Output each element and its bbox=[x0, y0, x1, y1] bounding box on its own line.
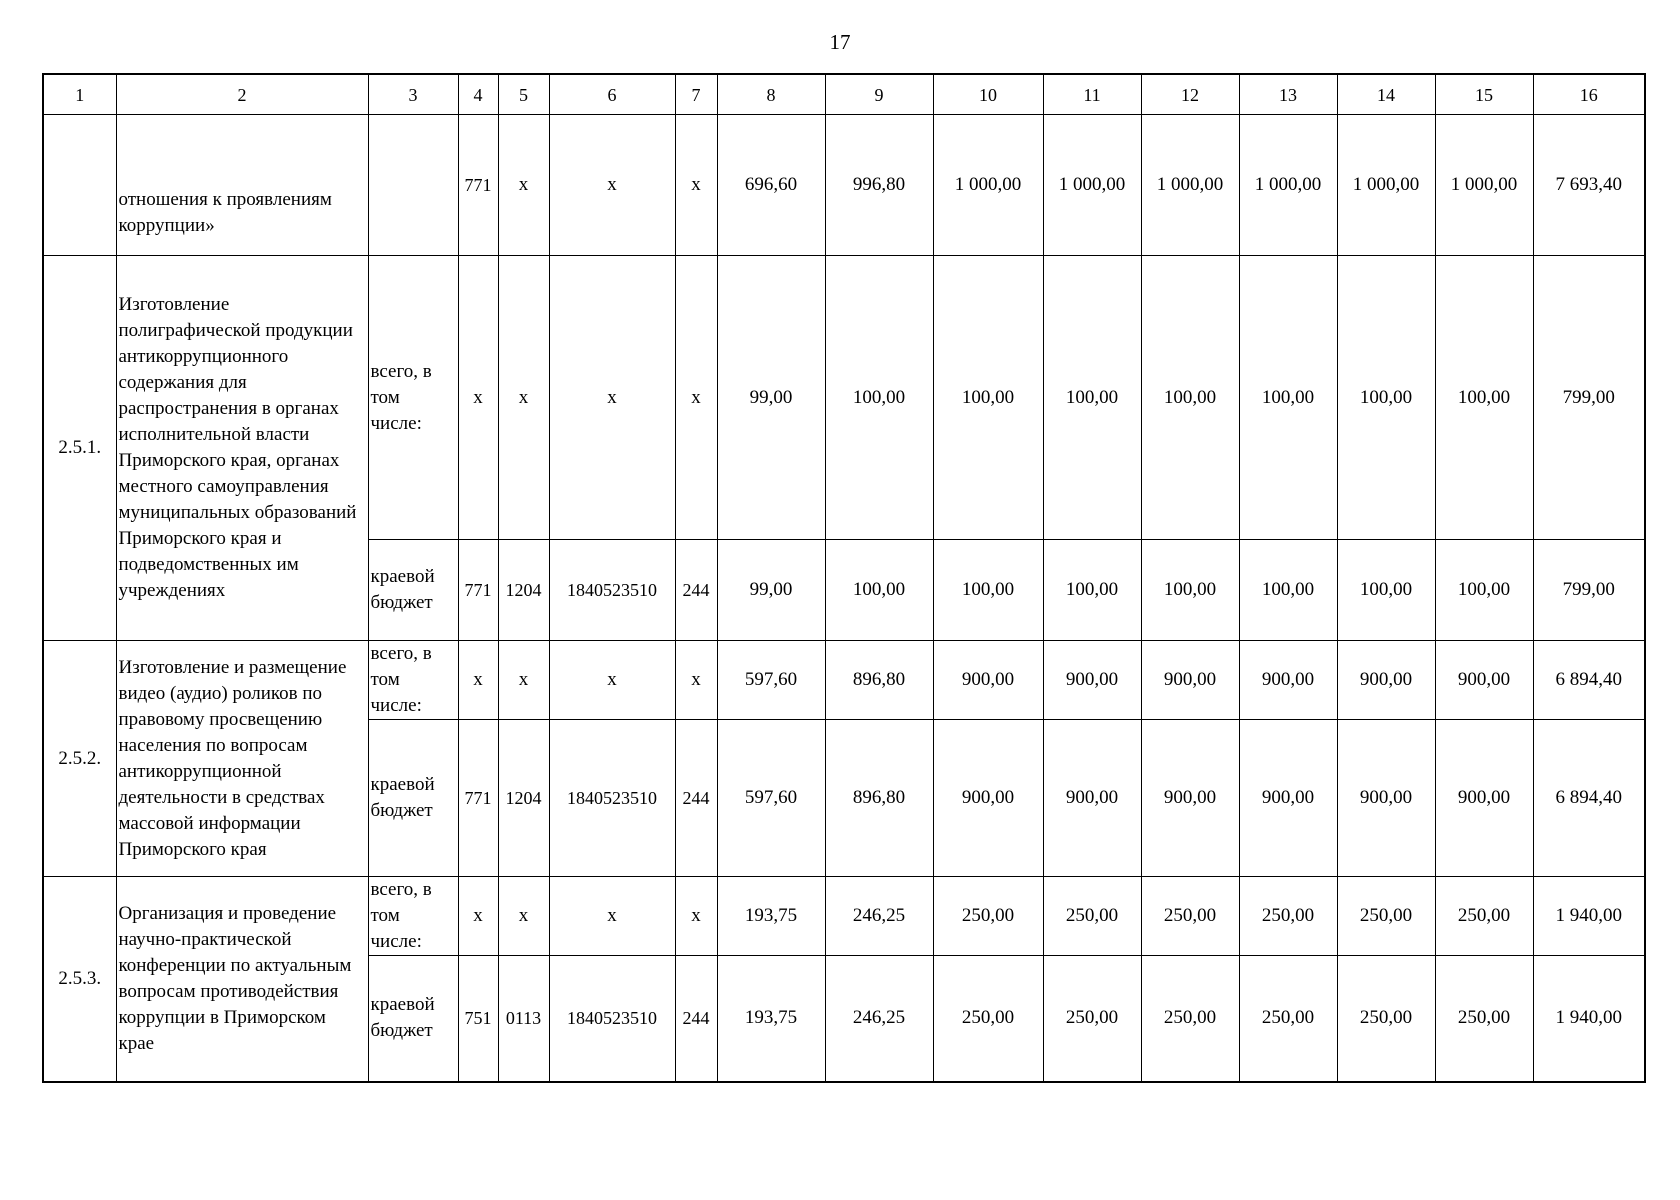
header-cell: 13 bbox=[1239, 74, 1337, 115]
header-cell: 7 bbox=[675, 74, 717, 115]
table-row: краевой бюджет 771 1204 1840523510 244 597,60 896,80 900,00 900,00 900,00 900,00 900,00 900,00 6 894,40 bbox=[43, 720, 1645, 877]
header-cell: 14 bbox=[1337, 74, 1435, 115]
table-row: 2.5.1. Изготовление полиграфической продукции антикоррупционного содержания для распространения в органах исполнительной власти Приморского края, органах местного самоуправления муниципальных образований Приморского края и подведомственных им учреждениях всего, в том числе: х х х х 99,00 100,00 100,00 100,00 100,00 100,00 100,00 100,00 799,00 bbox=[43, 256, 1645, 540]
header-cell: 10 bbox=[933, 74, 1043, 115]
measure-name: отношения к проявлениям коррупции» bbox=[116, 115, 368, 256]
header-cell: 12 bbox=[1141, 74, 1239, 115]
page-number: 17 bbox=[829, 30, 851, 54]
measure-name: Изготовление и размещение видео (аудио) роликов по правовому просвещению населения по вопросам антикоррупционной деятельности в средствах массовой информации Приморского края bbox=[116, 641, 368, 877]
header-cell: 6 bbox=[549, 74, 675, 115]
item-number: 2.5.2. bbox=[43, 641, 116, 877]
header-cell: 15 bbox=[1435, 74, 1533, 115]
table-row: 2.5.3. Организация и проведение научно-практической конференции по актуальным вопросам противодействия коррупции в Приморском крае всего, в том числе: х х х х 193,75 246,25 250,00 250,00 250,00 250,00 250,00 250,00 1 940,00 bbox=[43, 877, 1645, 956]
header-cell: 16 bbox=[1533, 74, 1645, 115]
budget-table bbox=[42, 73, 1646, 1083]
table-row: краевой бюджет 771 1204 1840523510 244 99,00 100,00 100,00 100,00 100,00 100,00 100,00 100,00 799,00 bbox=[43, 540, 1645, 641]
item-number: 2.5.1. bbox=[43, 256, 116, 641]
measure-name: Организация и проведение научно-практической конференции по актуальным вопросам противодействия коррупции в Приморском крае bbox=[116, 877, 368, 1082]
table-row: 2.5.2. Изготовление и размещение видео (аудио) роликов по правовому просвещению населения по вопросам антикоррупционной деятельности в средствах массовой информации Приморского края всего, в том числе: х х х х 597,60 896,80 900,00 900,00 900,00 900,00 900,00 900,00 6 894,40 bbox=[43, 641, 1645, 720]
table-row: отношения к проявлениям коррупции» 771 х х х 696,60 996,80 1 000,00 1 000,00 1 000,00 1 000,00 1 000,00 1 000,00 7 693,40 bbox=[43, 115, 1645, 256]
header-cell: 1 bbox=[43, 74, 116, 115]
header-cell: 3 bbox=[368, 74, 458, 115]
header-cell: 9 bbox=[825, 74, 933, 115]
measure-name: Изготовление полиграфической продукции антикоррупционного содержания для распространения в органах исполнительной власти Приморского края, органах местного самоуправления муниципальных образований Приморского края и подведомственных им учреждениях bbox=[116, 256, 368, 641]
table-row: краевой бюджет 751 0113 1840523510 244 193,75 246,25 250,00 250,00 250,00 250,00 250,00 250,00 1 940,00 bbox=[43, 956, 1645, 1082]
header-cell: 5 bbox=[498, 74, 549, 115]
item-number: 2.5.3. bbox=[43, 877, 116, 1082]
header-cell: 4 bbox=[458, 74, 498, 115]
header-cell: 2 bbox=[116, 74, 368, 115]
header-cell: 11 bbox=[1043, 74, 1141, 115]
header-cell: 8 bbox=[717, 74, 825, 115]
header-row bbox=[43, 74, 1645, 115]
